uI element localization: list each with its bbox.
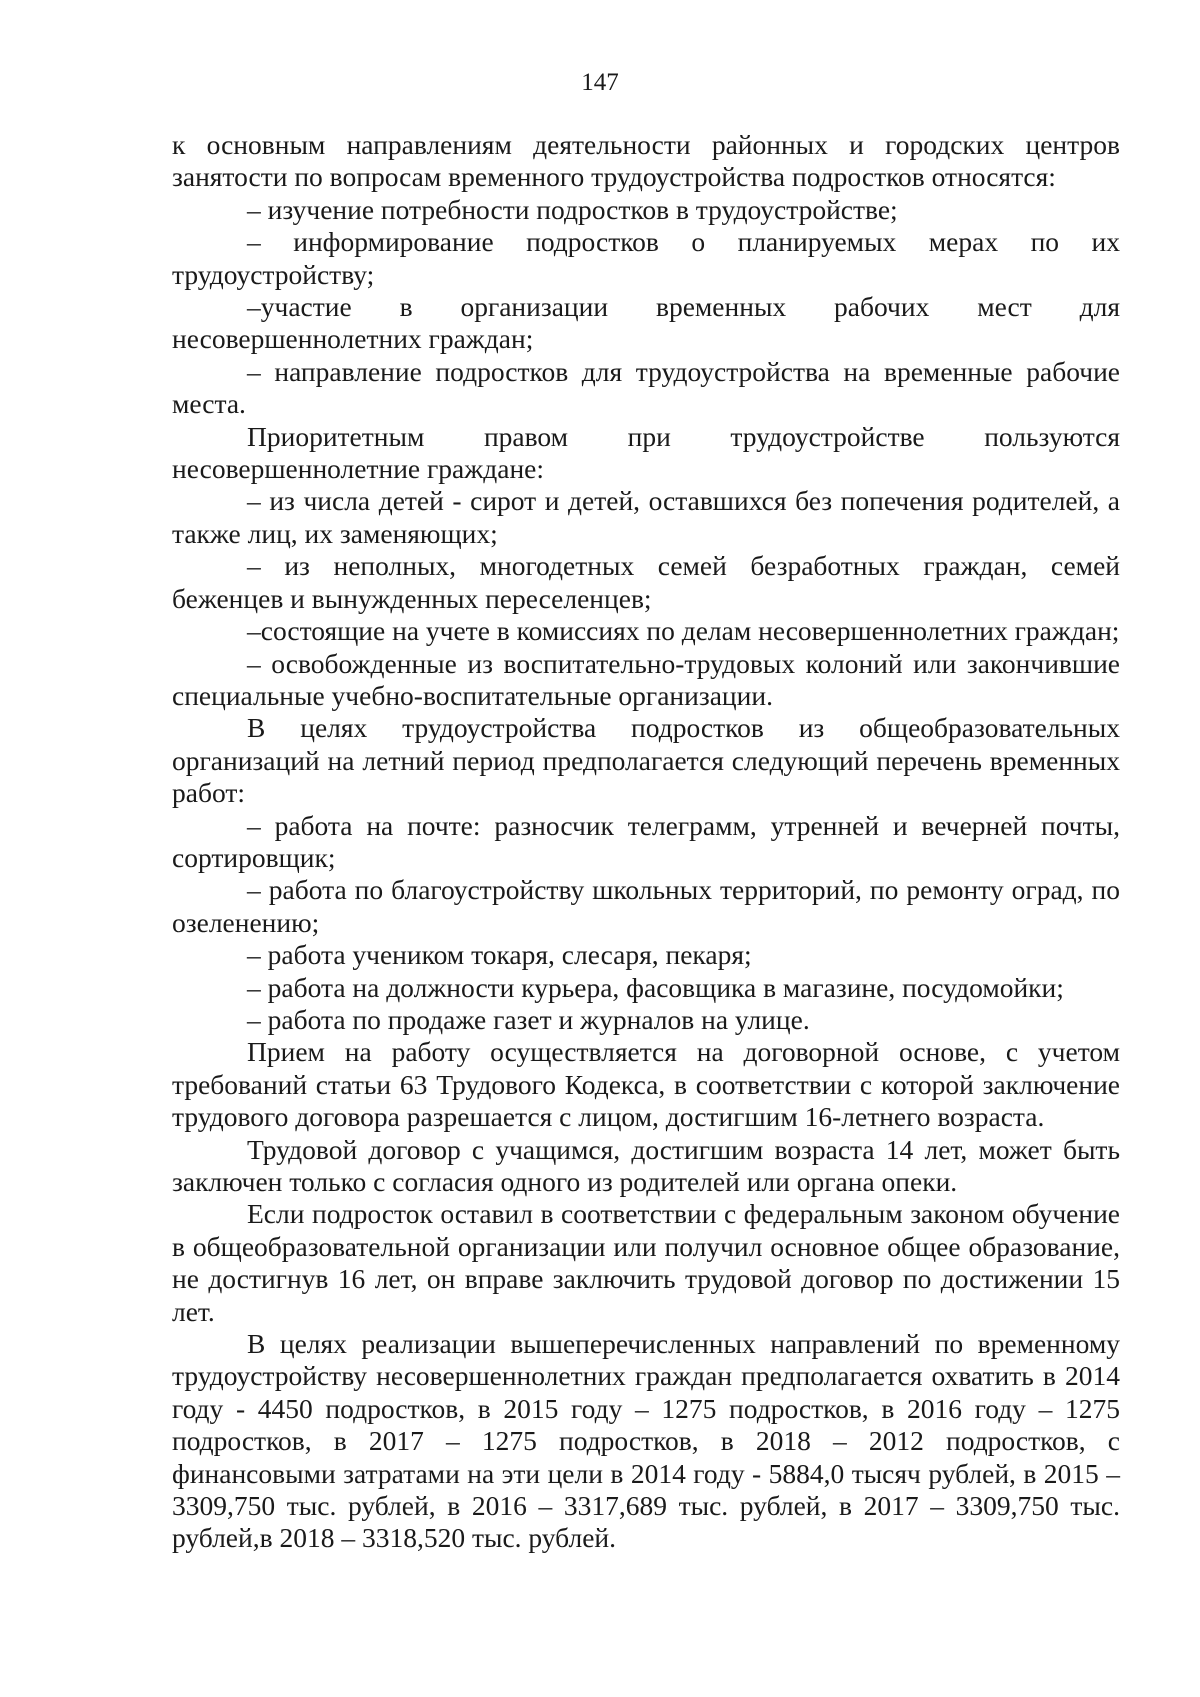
paragraph: – изучение потребности подростков в трудоустройстве; <box>247 193 898 225</box>
page-number: 147 <box>581 69 619 96</box>
paragraph: – освобожденные из воспитательно-трудовых колоний или закончившие специальные учебно-воспитательные организации. <box>172 647 1120 711</box>
paragraph: – работа по продаже газет и журналов на улице. <box>247 1003 810 1035</box>
paragraph: – информирование подростков о планируемых мерах по их трудоустройству; <box>172 226 1120 290</box>
paragraph: –участие в организации временных рабочих мест для несовершеннолетних граждан; <box>172 291 1120 355</box>
paragraph: Прием на работу осуществляется на договорной основе, с учетом требований статьи 63 Трудового Кодекса, в соответствии с которой заключение трудового договора разрешается с лицом, достигшим 16-летнего возраста. <box>172 1036 1120 1133</box>
paragraph: Трудовой договор с учащимся, достигшим возраста 14 лет, может быть заключен только с согласия одного из родителей или органа опеки. <box>172 1133 1120 1197</box>
paragraph: – из числа детей - сирот и детей, оставшихся без попечения родителей, а также лиц, их заменяющих; <box>172 485 1120 549</box>
paragraph: к основным направлениям деятельности районных и городских центров занятости по вопросам временного трудоустройства подростков относятся: <box>172 129 1120 193</box>
paragraph: – направление подростков для трудоустройства на временные рабочие места. <box>172 355 1120 420</box>
paragraph: – работа по благоустройству школьных территорий, по ремонту оград, по озеленению; <box>172 874 1120 938</box>
paragraph: Приоритетным правом при трудоустройстве пользуются несовершеннолетние граждане: <box>172 420 1120 485</box>
paragraph: – из неполных, многодетных семей безработных граждан, семей беженцев и вынужденных переселенцев; <box>172 550 1120 614</box>
paragraph: В целях трудоустройства подростков из общеобразовательных организаций на летний период предполагается следующий перечень временных работ: <box>172 712 1120 809</box>
paragraph: Если подросток оставил в соответствии с федеральным законом обучение в общеобразовательной организации или получил основное общее образование, не достигнув 16 лет, он вправе заключить трудовой договор по достижении 15 лет. <box>172 1198 1120 1327</box>
paragraph: – работа на почте: разносчик телеграмм, утренней и вечерней почты, сортировщик; <box>172 809 1120 873</box>
paragraph: – работа учеником токаря, слесаря, пекаря; <box>247 939 752 971</box>
paragraph: – работа на должности курьера, фасовщика в магазине, посудомойки; <box>247 971 1064 1003</box>
document-body <box>172 129 1120 1555</box>
paragraph: В целях реализации вышеперечисленных направлений по временному трудоустройству несовершеннолетних граждан предполагается охватить в 2014 году - 4450 подростков, в 2015 году – 1275 подростков, в 2016 году – 1275 подростков, в 2017 – 1275 подростков, в 2018 – 2012 подростков, с финансовыми затратами на эти цели в 2014 году - 5884,0 тысяч рублей, в 2015 – 3309,750 тыс. рублей, в 2016 – 3317,689 тыс. рублей, в 2017 – 3309,750 тыс. рублей,в 2018 – 3318,520 тыс. рублей. <box>172 1328 1120 1554</box>
paragraph: –состоящие на учете в комиссиях по делам несовершеннолетних граждан; <box>247 615 1120 647</box>
